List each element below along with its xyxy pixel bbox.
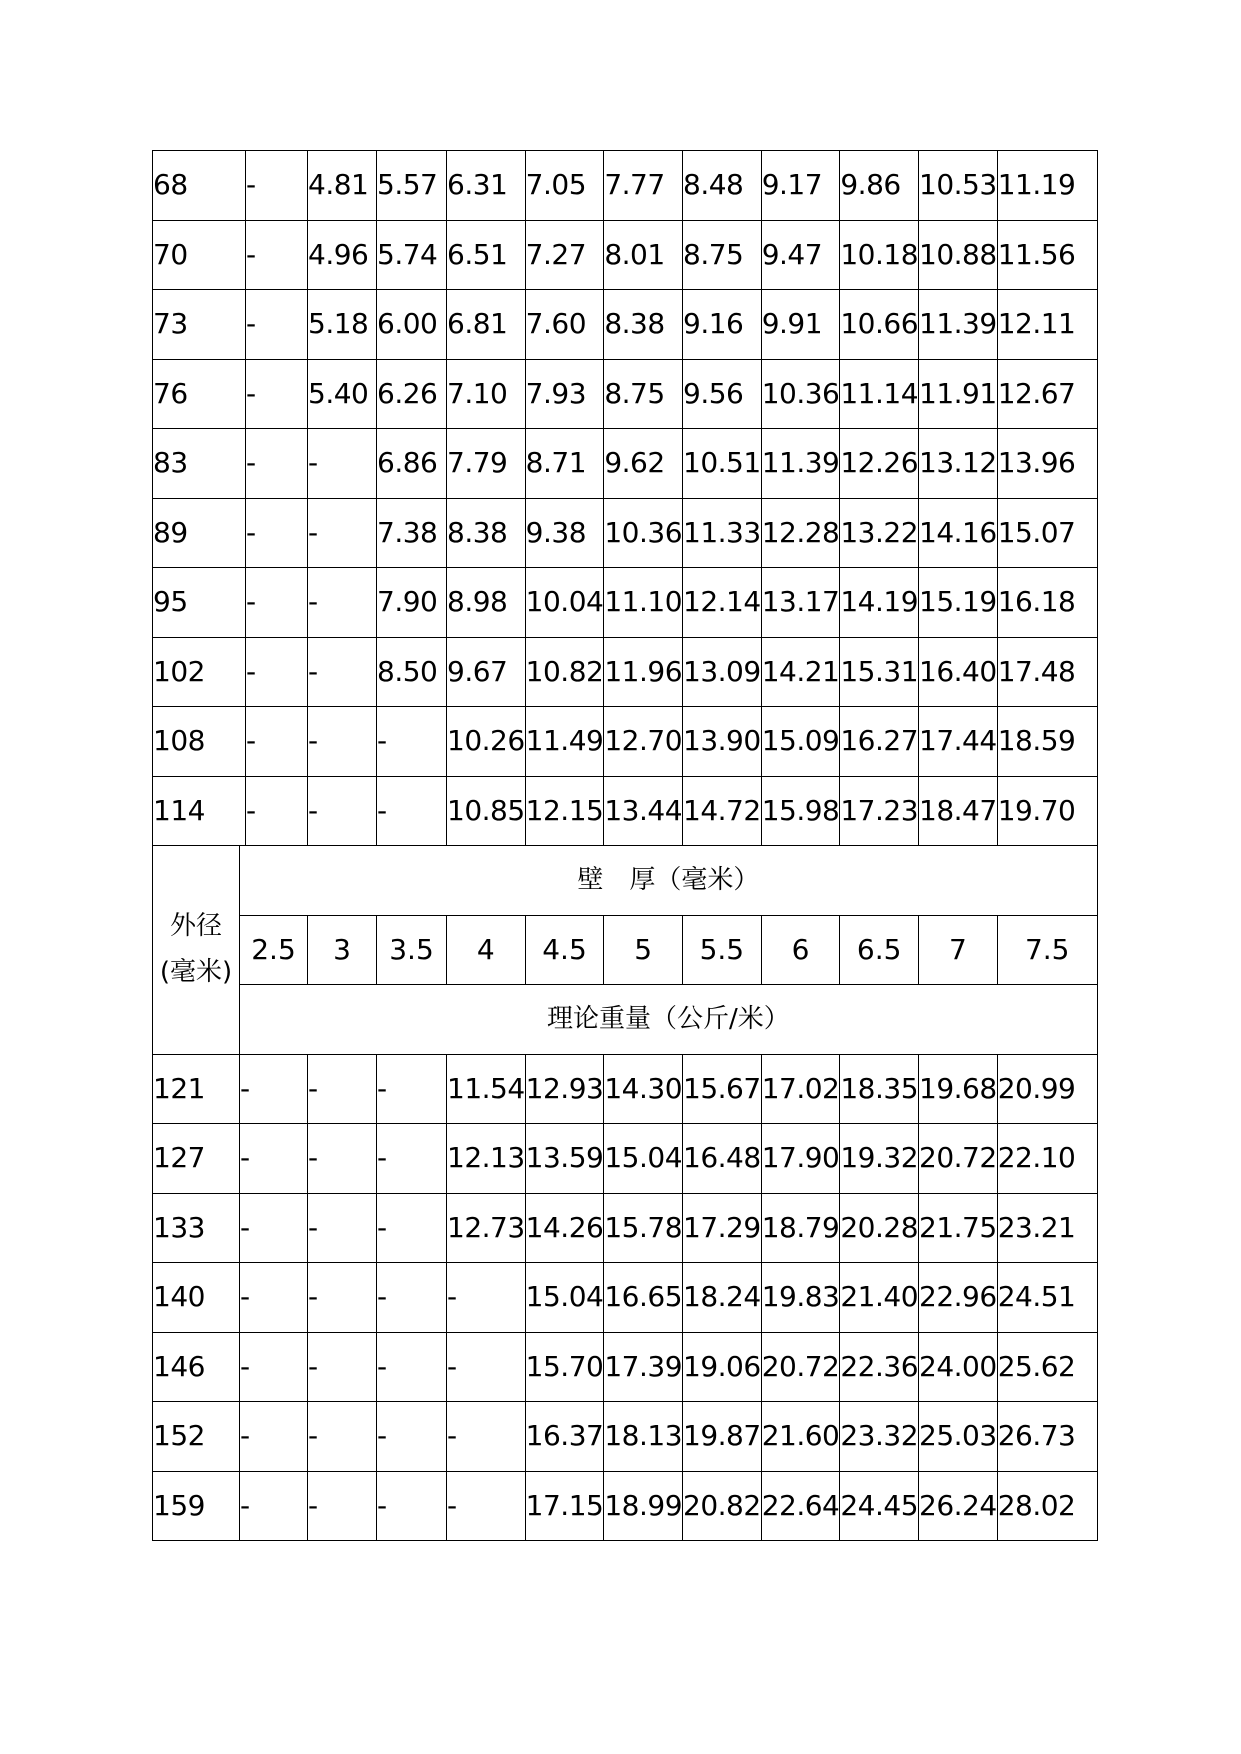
weight-cell: - xyxy=(240,1471,308,1541)
table-row xyxy=(153,568,1098,638)
weight-cell: 13.09 xyxy=(683,637,762,707)
weight-cell: 18.79 xyxy=(761,1193,840,1263)
thickness-header-cell: 6 xyxy=(761,915,840,985)
weight-cell: 15.70 xyxy=(525,1332,604,1402)
weight-cell: 10.88 xyxy=(919,220,998,290)
weight-cell: 4.81 xyxy=(308,151,377,221)
weight-cell: 8.38 xyxy=(604,290,683,360)
weight-cell: 18.59 xyxy=(997,707,1097,777)
table-row xyxy=(153,151,1098,221)
weight-cell: - xyxy=(246,568,308,638)
weight-cell: 15.78 xyxy=(604,1193,683,1263)
weight-cell: - xyxy=(308,1193,377,1263)
weight-cell: - xyxy=(308,1332,377,1402)
weight-cell: - xyxy=(246,359,308,429)
outer-diameter-cell: 121 xyxy=(153,1054,240,1124)
weight-cell: 17.39 xyxy=(604,1332,683,1402)
weight-cell: 13.59 xyxy=(525,1124,604,1194)
weight-cell: 9.91 xyxy=(761,290,840,360)
weight-cell: 18.13 xyxy=(604,1402,683,1472)
weight-cell: - xyxy=(447,1402,526,1472)
weight-cell: 14.16 xyxy=(919,498,998,568)
weight-cell: - xyxy=(377,1054,447,1124)
thickness-header-cell: 7 xyxy=(919,915,998,985)
weight-cell: 16.37 xyxy=(525,1402,604,1472)
weight-cell: 14.21 xyxy=(761,637,840,707)
weight-cell: - xyxy=(308,498,377,568)
weight-cell: 14.26 xyxy=(525,1193,604,1263)
weight-cell: 6.81 xyxy=(447,290,526,360)
outer-diameter-label: 外径 xyxy=(169,911,222,942)
weight-cell: 10.51 xyxy=(683,429,762,499)
weight-cell: 13.22 xyxy=(840,498,919,568)
weight-cell: - xyxy=(447,1471,526,1541)
weight-cell: - xyxy=(377,1471,447,1541)
weight-cell: 9.16 xyxy=(683,290,762,360)
table-row xyxy=(153,1054,1098,1124)
weight-cell: 12.67 xyxy=(997,359,1097,429)
weight-cell: 15.07 xyxy=(997,498,1097,568)
header-row-weight xyxy=(153,985,1098,1055)
weight-cell: 14.72 xyxy=(683,776,762,846)
thickness-header-cell: 7.5 xyxy=(997,915,1097,985)
outer-diameter-cell: 159 xyxy=(153,1471,240,1541)
thickness-header-cell: 4 xyxy=(447,915,526,985)
weight-cell: 15.19 xyxy=(919,568,998,638)
weight-cell: 6.31 xyxy=(447,151,526,221)
outer-diameter-cell: 83 xyxy=(153,429,246,499)
weight-cell: 16.40 xyxy=(919,637,998,707)
weight-cell: - xyxy=(308,1054,377,1124)
weight-cell: 15.31 xyxy=(840,637,919,707)
weight-cell: 15.67 xyxy=(683,1054,762,1124)
weight-cell: 11.19 xyxy=(997,151,1097,221)
weight-cell: 20.99 xyxy=(997,1054,1097,1124)
weight-cell: 8.75 xyxy=(683,220,762,290)
weight-cell: 26.73 xyxy=(997,1402,1097,1472)
weight-cell: 16.18 xyxy=(997,568,1097,638)
weight-cell: - xyxy=(246,637,308,707)
weight-cell: 21.75 xyxy=(919,1193,998,1263)
weight-cell: 6.51 xyxy=(447,220,526,290)
weight-cell: 23.21 xyxy=(997,1193,1097,1263)
weight-cell: 7.38 xyxy=(377,498,447,568)
weight-cell: 17.48 xyxy=(997,637,1097,707)
weight-cell: 19.87 xyxy=(683,1402,762,1472)
outer-diameter-cell: 89 xyxy=(153,498,246,568)
weight-cell: 4.96 xyxy=(308,220,377,290)
weight-cell: 9.47 xyxy=(761,220,840,290)
weight-cell: 13.12 xyxy=(919,429,998,499)
upper-table-body xyxy=(153,151,1098,846)
weight-cell: 7.27 xyxy=(525,220,604,290)
outer-diameter-cell: 146 xyxy=(153,1332,240,1402)
weight-cell: 6.86 xyxy=(377,429,447,499)
weight-cell: 12.28 xyxy=(761,498,840,568)
weight-cell: - xyxy=(377,1193,447,1263)
weight-cell: - xyxy=(246,290,308,360)
wall-thickness-header: 壁 厚（毫米） xyxy=(240,846,1098,916)
weight-cell: 19.32 xyxy=(840,1124,919,1194)
weight-cell: 12.14 xyxy=(683,568,762,638)
weight-cell: 15.98 xyxy=(761,776,840,846)
weight-cell: - xyxy=(377,776,447,846)
weight-cell: 14.30 xyxy=(604,1054,683,1124)
weight-cell: 9.56 xyxy=(683,359,762,429)
weight-cell: 18.99 xyxy=(604,1471,683,1541)
outer-diameter-cell: 68 xyxy=(153,151,246,221)
table-row xyxy=(153,1193,1098,1263)
weight-cell: 8.75 xyxy=(604,359,683,429)
weight-cell: - xyxy=(240,1263,308,1333)
weight-cell: 18.47 xyxy=(919,776,998,846)
weight-cell: 17.23 xyxy=(840,776,919,846)
weight-cell: 22.96 xyxy=(919,1263,998,1333)
weight-cell: 11.33 xyxy=(683,498,762,568)
weight-cell: - xyxy=(246,498,308,568)
weight-cell: 7.10 xyxy=(447,359,526,429)
weight-cell: 9.38 xyxy=(525,498,604,568)
weight-cell: 8.98 xyxy=(447,568,526,638)
table-header-block xyxy=(153,846,1098,1055)
weight-cell: - xyxy=(246,707,308,777)
weight-cell: 6.26 xyxy=(377,359,447,429)
weight-cell: - xyxy=(308,429,377,499)
outer-diameter-cell: 108 xyxy=(153,707,246,777)
outer-diameter-cell: 140 xyxy=(153,1263,240,1333)
weight-cell: 10.18 xyxy=(840,220,919,290)
weight-cell: - xyxy=(308,1471,377,1541)
weight-cell: 11.91 xyxy=(919,359,998,429)
weight-cell: 9.67 xyxy=(447,637,526,707)
weight-cell: 5.74 xyxy=(377,220,447,290)
weight-cell: 21.40 xyxy=(840,1263,919,1333)
weight-cell: 12.26 xyxy=(840,429,919,499)
table-row xyxy=(153,1124,1098,1194)
thickness-header-cell: 5.5 xyxy=(683,915,762,985)
weight-cell: 25.03 xyxy=(919,1402,998,1472)
weight-cell: 19.06 xyxy=(683,1332,762,1402)
lower-table-body xyxy=(153,1054,1098,1541)
weight-cell: - xyxy=(308,568,377,638)
weight-cell: 20.72 xyxy=(761,1332,840,1402)
weight-cell: 12.11 xyxy=(997,290,1097,360)
weight-cell: 25.62 xyxy=(997,1332,1097,1402)
table-row xyxy=(153,1332,1098,1402)
weight-cell: - xyxy=(240,1054,308,1124)
outer-diameter-cell: 133 xyxy=(153,1193,240,1263)
weight-cell: - xyxy=(447,1263,526,1333)
weight-cell: 13.44 xyxy=(604,776,683,846)
weight-cell: 20.72 xyxy=(919,1124,998,1194)
weight-cell: 11.96 xyxy=(604,637,683,707)
weight-cell: - xyxy=(377,1402,447,1472)
weight-cell: 11.39 xyxy=(919,290,998,360)
weight-cell: 22.10 xyxy=(997,1124,1097,1194)
weight-cell: 5.57 xyxy=(377,151,447,221)
weight-cell: 8.38 xyxy=(447,498,526,568)
weight-cell: 15.04 xyxy=(604,1124,683,1194)
thickness-header-cell: 3 xyxy=(308,915,377,985)
weight-cell: 28.02 xyxy=(997,1471,1097,1541)
weight-cell: 16.48 xyxy=(683,1124,762,1194)
weight-cell: 10.26 xyxy=(447,707,526,777)
thickness-header-cell: 3.5 xyxy=(377,915,447,985)
weight-cell: - xyxy=(377,707,447,777)
weight-cell: - xyxy=(246,776,308,846)
weight-cell: 17.90 xyxy=(761,1124,840,1194)
weight-cell: - xyxy=(308,1402,377,1472)
table-row xyxy=(153,1471,1098,1541)
weight-cell: - xyxy=(246,429,308,499)
weight-cell: 19.70 xyxy=(997,776,1097,846)
weight-cell: 13.17 xyxy=(761,568,840,638)
weight-cell: - xyxy=(377,1124,447,1194)
weight-cell: - xyxy=(308,707,377,777)
header-row-wall-thickness xyxy=(153,846,1098,916)
weight-cell: 12.70 xyxy=(604,707,683,777)
table-row xyxy=(153,1402,1098,1472)
outer-diameter-cell: 95 xyxy=(153,568,246,638)
weight-cell: - xyxy=(308,1263,377,1333)
weight-cell: 20.82 xyxy=(683,1471,762,1541)
outer-diameter-cell: 76 xyxy=(153,359,246,429)
weight-cell: 11.39 xyxy=(761,429,840,499)
theoretical-weight-header: 理论重量（公斤/米） xyxy=(240,985,1098,1055)
outer-diameter-cell: 114 xyxy=(153,776,246,846)
table-row xyxy=(153,498,1098,568)
weight-cell: 6.00 xyxy=(377,290,447,360)
weight-cell: 13.90 xyxy=(683,707,762,777)
thickness-header-cell: 2.5 xyxy=(240,915,308,985)
outer-diameter-cell: 73 xyxy=(153,290,246,360)
weight-cell: 7.79 xyxy=(447,429,526,499)
outer-diameter-cell: 70 xyxy=(153,220,246,290)
header-row-thickness-values xyxy=(153,915,1098,985)
weight-cell: 8.50 xyxy=(377,637,447,707)
weight-cell: 10.82 xyxy=(525,637,604,707)
weight-cell: 24.51 xyxy=(997,1263,1097,1333)
weight-cell: - xyxy=(308,776,377,846)
weight-cell: 17.44 xyxy=(919,707,998,777)
weight-cell: 14.19 xyxy=(840,568,919,638)
table-row xyxy=(153,429,1098,499)
weight-cell: 12.73 xyxy=(447,1193,526,1263)
weight-cell: 10.04 xyxy=(525,568,604,638)
weight-cell: 7.77 xyxy=(604,151,683,221)
weight-cell: 7.05 xyxy=(525,151,604,221)
steel-pipe-weight-table xyxy=(152,150,1098,1541)
thickness-header-cell: 4.5 xyxy=(525,915,604,985)
weight-cell: 10.66 xyxy=(840,290,919,360)
weight-cell: 18.35 xyxy=(840,1054,919,1124)
weight-cell: 16.65 xyxy=(604,1263,683,1333)
table-row xyxy=(153,220,1098,290)
weight-cell: 10.36 xyxy=(604,498,683,568)
weight-cell: - xyxy=(240,1332,308,1402)
weight-cell: 22.64 xyxy=(761,1471,840,1541)
weight-cell: 7.93 xyxy=(525,359,604,429)
weight-cell: 7.60 xyxy=(525,290,604,360)
weight-cell: 17.29 xyxy=(683,1193,762,1263)
weight-cell: - xyxy=(308,1124,377,1194)
weight-cell: 10.53 xyxy=(919,151,998,221)
weight-cell: - xyxy=(246,151,308,221)
outer-diameter-unit: (毫米) xyxy=(159,956,233,987)
table-row xyxy=(153,776,1098,846)
outer-diameter-header xyxy=(153,846,240,1055)
weight-cell: 12.15 xyxy=(525,776,604,846)
table-row xyxy=(153,359,1098,429)
weight-cell: 11.56 xyxy=(997,220,1097,290)
weight-cell: 9.62 xyxy=(604,429,683,499)
weight-cell: 16.27 xyxy=(840,707,919,777)
weight-cell: 24.45 xyxy=(840,1471,919,1541)
weight-cell: 9.86 xyxy=(840,151,919,221)
weight-cell: 12.13 xyxy=(447,1124,526,1194)
weight-cell: 15.09 xyxy=(761,707,840,777)
weight-cell: 10.85 xyxy=(447,776,526,846)
weight-cell: - xyxy=(240,1402,308,1472)
weight-cell: 11.49 xyxy=(525,707,604,777)
weight-cell: 18.24 xyxy=(683,1263,762,1333)
outer-diameter-cell: 127 xyxy=(153,1124,240,1194)
weight-cell: - xyxy=(447,1332,526,1402)
weight-cell: 24.00 xyxy=(919,1332,998,1402)
thickness-header-cell: 6.5 xyxy=(840,915,919,985)
weight-cell: 21.60 xyxy=(761,1402,840,1472)
table-row xyxy=(153,290,1098,360)
weight-cell: 10.36 xyxy=(761,359,840,429)
weight-cell: 9.17 xyxy=(761,151,840,221)
weight-cell: - xyxy=(377,1263,447,1333)
weight-cell: 17.15 xyxy=(525,1471,604,1541)
weight-cell: 8.71 xyxy=(525,429,604,499)
weight-cell: - xyxy=(240,1193,308,1263)
weight-cell: 19.68 xyxy=(919,1054,998,1124)
weight-cell: 26.24 xyxy=(919,1471,998,1541)
weight-cell: 17.02 xyxy=(761,1054,840,1124)
weight-cell: - xyxy=(308,637,377,707)
table-row xyxy=(153,1263,1098,1333)
weight-cell: - xyxy=(246,220,308,290)
weight-cell: 11.14 xyxy=(840,359,919,429)
table-row xyxy=(153,707,1098,777)
weight-cell: 15.04 xyxy=(525,1263,604,1333)
weight-cell: 5.40 xyxy=(308,359,377,429)
weight-cell: 22.36 xyxy=(840,1332,919,1402)
weight-cell: 11.10 xyxy=(604,568,683,638)
weight-cell: 20.28 xyxy=(840,1193,919,1263)
outer-diameter-cell: 102 xyxy=(153,637,246,707)
weight-cell: 19.83 xyxy=(761,1263,840,1333)
weight-cell: 8.48 xyxy=(683,151,762,221)
weight-cell: 7.90 xyxy=(377,568,447,638)
weight-cell: - xyxy=(240,1124,308,1194)
weight-cell: 23.32 xyxy=(840,1402,919,1472)
weight-cell: 12.93 xyxy=(525,1054,604,1124)
weight-cell: - xyxy=(377,1332,447,1402)
weight-cell: 8.01 xyxy=(604,220,683,290)
weight-cell: 13.96 xyxy=(997,429,1097,499)
outer-diameter-cell: 152 xyxy=(153,1402,240,1472)
weight-cell: 5.18 xyxy=(308,290,377,360)
thickness-header-cell: 5 xyxy=(604,915,683,985)
weight-cell: 11.54 xyxy=(447,1054,526,1124)
table-row xyxy=(153,637,1098,707)
